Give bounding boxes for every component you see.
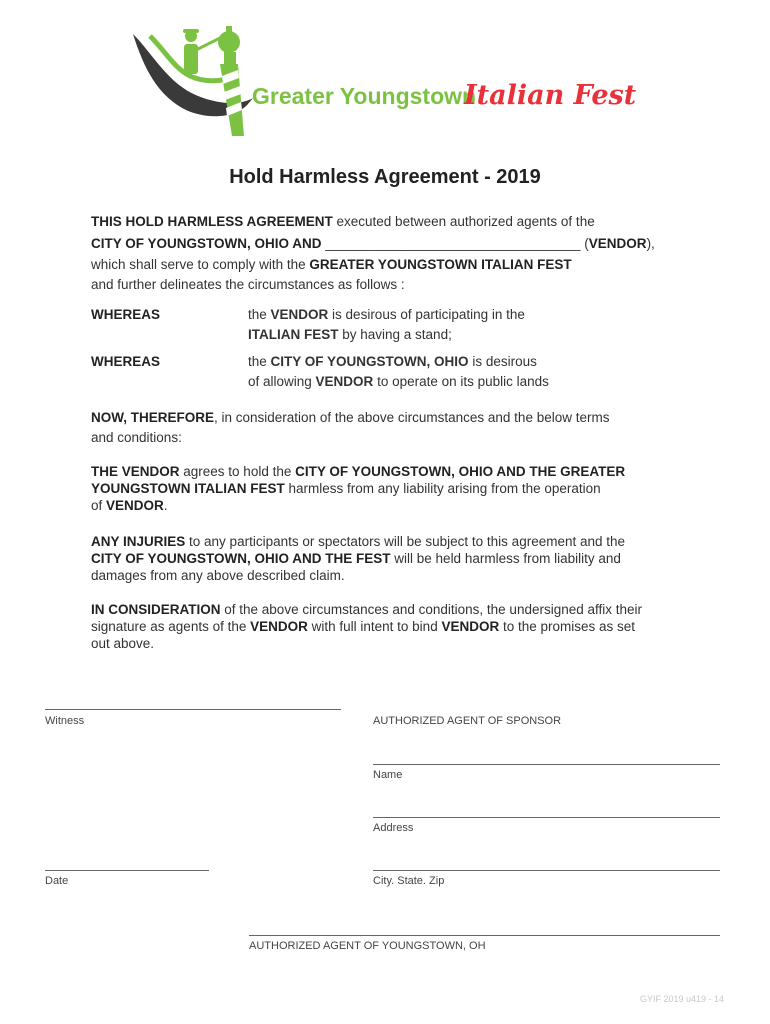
name-label: Name	[373, 769, 403, 781]
sponsor-agent-label: AUTHORIZED AGENT OF SPONSOR	[373, 715, 562, 727]
footer-code: GYIF 2019 u419 - 14	[639, 994, 724, 1004]
address-line[interactable]	[373, 817, 720, 818]
logo-org-name: Greater Youngstown	[252, 83, 477, 109]
consideration-paragraph: IN CONSIDERATION of the above circumstances and conditions, the undersigned affix their signature as agents of the VENDOR with full intent to bind VENDOR to the promises as set out above.	[91, 602, 643, 651]
injuries-paragraph: ANY INJURIES to any participants or spectators will be subject to this agreement and the CITY OF YOUNGSTOWN, OHIO AND THE FEST will be held harmless from liability and damages from any above described claim.	[91, 534, 626, 583]
witness-label: Witness	[45, 715, 85, 727]
youngstown-agent-line[interactable]	[249, 935, 720, 936]
intro-paragraph: THIS HOLD HARMLESS AGREEMENT executed between authorized agents of the CITY OF YOUNGSTOWN, OHIO AND __________________________________ (VENDOR), which shall serve to comply with the GREATER YOUNGSTOWN ITALIAN FEST and further delineates the circumstances as follows :	[91, 214, 655, 292]
name-line[interactable]	[373, 764, 720, 765]
youngstown-agent-label: AUTHORIZED AGENT OF YOUNGSTOWN, OH	[249, 940, 486, 952]
city-state-zip-line[interactable]	[373, 870, 720, 871]
fest-logo	[128, 24, 648, 144]
gondolier-icon	[183, 29, 220, 74]
witness-signature-line[interactable]	[45, 709, 341, 710]
date-line[interactable]	[45, 870, 209, 871]
now-therefore-paragraph: NOW, THEREFORE, in consideration of the above circumstances and the below terms and conditions:	[91, 410, 610, 445]
address-label: Address	[373, 822, 414, 834]
whereas-text-1: the VENDOR is desirous of participating in the ITALIAN FEST by having a stand;	[248, 307, 525, 342]
whereas-label-2: WHEREAS	[91, 354, 161, 369]
date-label: Date	[45, 875, 69, 887]
vendor-paragraph: THE VENDOR agrees to hold the CITY OF YOUNGSTOWN, OHIO AND THE GREATER YOUNGSTOWN ITALIAN FEST harmless from any liability arising from the operation of VENDOR.	[91, 464, 626, 513]
page-title: Hold Harmless Agreement - 2019	[229, 166, 541, 188]
logo-fest-name: Italian Fest	[464, 80, 637, 111]
whereas-label-1: WHEREAS	[91, 307, 161, 322]
whereas-text-2: the CITY OF YOUNGSTOWN, OHIO is desirous of allowing VENDOR to operate on its public lands	[248, 354, 549, 389]
city-state-zip-label: City. State. Zip	[373, 875, 445, 887]
